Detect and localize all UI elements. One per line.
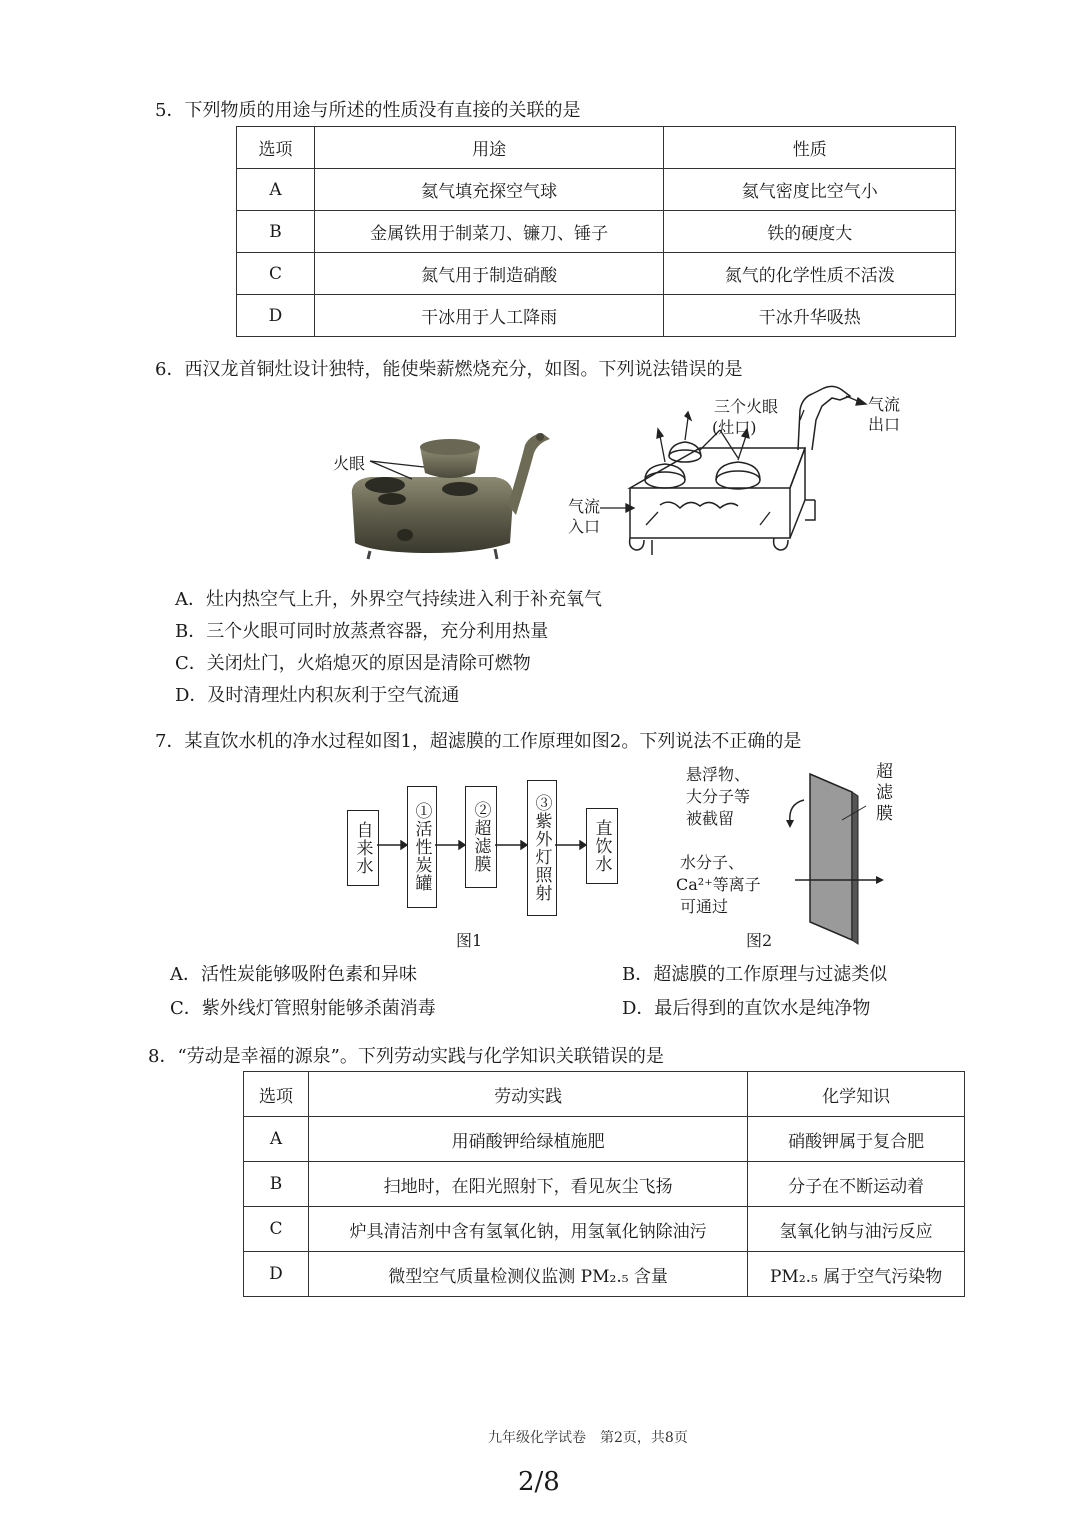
table-row <box>237 211 956 253</box>
pass-label-3: 可通过 <box>680 897 729 916</box>
table-cell: 用硝酸钾给绿植施肥 <box>308 1117 747 1162</box>
q6-stem: 6．西汉龙首铜灶设计独特，能使柴薪燃烧充分，如图。下列说法错误的是 <box>155 359 743 380</box>
table-cell: A <box>244 1117 309 1162</box>
table-row <box>237 253 956 295</box>
fire-eye-label: 火眼 <box>333 454 366 473</box>
flow-step-activated-carbon: ①活性炭罐 <box>407 786 437 908</box>
table-header: 化学知识 <box>748 1072 965 1117</box>
table-header: 选项 <box>244 1072 309 1117</box>
table-header: 劳动实践 <box>308 1072 747 1117</box>
flow-arrows <box>377 838 589 852</box>
table-cell: 干冰升华吸热 <box>664 295 956 337</box>
blocked-label-1: 悬浮物、 <box>686 765 751 784</box>
q8-table <box>243 1071 965 1297</box>
airflow-inlet-label-2: 入口 <box>568 517 601 536</box>
table-row <box>244 1117 965 1162</box>
pass-label-2: Ca²⁺等离子 <box>676 875 761 894</box>
q7-stem: 7．某直饮水机的净水过程如图1，超滤膜的工作原理如图2。下列说法不正确的是 <box>155 731 802 752</box>
table-cell: 炉具清洁剂中含有氢氧化钠，用氢氧化钠除油污 <box>308 1207 747 1252</box>
table-cell: 金属铁用于制菜刀、镰刀、锤子 <box>314 211 664 253</box>
table-cell: 硝酸钾属于复合肥 <box>748 1117 965 1162</box>
table-header: 性质 <box>664 127 956 169</box>
table-header: 用途 <box>314 127 664 169</box>
q7-option-a: A．活性炭能够吸附色素和异味 <box>170 964 417 985</box>
table-header: 选项 <box>237 127 315 169</box>
table-header-row <box>237 127 956 169</box>
table-cell: 氮气的化学性质不活泼 <box>664 253 956 295</box>
q8-stem: 8．“劳动是幸福的源泉”。下列劳动实践与化学知识关联错误的是 <box>148 1046 664 1067</box>
table-cell: 分子在不断运动着 <box>748 1162 965 1207</box>
table-cell: 氦气填充探空气球 <box>314 169 664 211</box>
blocked-label-2: 大分子等 <box>686 787 751 806</box>
fire-eye-pointer <box>360 455 440 495</box>
airflow-inlet-label-1: 气流 <box>568 497 601 516</box>
table-cell: C <box>244 1207 309 1252</box>
table-cell: B <box>244 1162 309 1207</box>
table-cell: C <box>237 253 315 295</box>
q6-option-a: A．灶内热空气上升，外界空气持续进入利于补充氧气 <box>175 589 602 610</box>
table-cell: 微型空气质量检测仪监测 PM₂.₅ 含量 <box>308 1252 747 1297</box>
q6-option-b: B．三个火眼可同时放蒸煮容器，充分利用热量 <box>175 621 549 642</box>
table-row <box>244 1162 965 1207</box>
table-cell: 氦气密度比空气小 <box>664 169 956 211</box>
pass-label-1: 水分子、 <box>680 853 745 872</box>
flow-step-tap-water: 自来水 <box>347 810 379 886</box>
table-row <box>244 1207 965 1252</box>
q7-option-d: D．最后得到的直饮水是纯净物 <box>622 998 871 1019</box>
table-cell: 氢氧化钠与油污反应 <box>748 1207 965 1252</box>
table-cell: A <box>237 169 315 211</box>
table-cell: 扫地时，在阳光照射下，看见灰尘飞扬 <box>308 1162 747 1207</box>
page-footer: 九年级化学试卷 第2页，共8页 <box>488 1430 688 1446</box>
stove-mouth-label: (灶口) <box>712 418 757 437</box>
flow-step-drinking-water: 直饮水 <box>586 808 618 884</box>
table-row <box>237 169 956 211</box>
table-cell: D <box>237 295 315 337</box>
table-row <box>244 1252 965 1297</box>
flow-step-ultrafiltration: ②超滤膜 <box>465 786 497 888</box>
table-cell: 氮气用于制造硝酸 <box>314 253 664 295</box>
airflow-outlet-label-2: 出口 <box>868 415 901 434</box>
table-cell: PM₂.₅ 属于空气污染物 <box>748 1252 965 1297</box>
q7-option-b: B．超滤膜的工作原理与过滤类似 <box>622 964 888 985</box>
table-row <box>237 295 956 337</box>
membrane-label: 超滤膜 <box>876 762 893 824</box>
q5-stem: 5．下列物质的用途与所述的性质没有直接的关联的是 <box>155 100 581 121</box>
table-cell: B <box>237 211 315 253</box>
table-cell: D <box>244 1252 309 1297</box>
flow-step-uv-lamp: ③紫外灯照射 <box>527 780 557 916</box>
q7-option-c: C．紫外线灯管照射能够杀菌消毒 <box>170 998 436 1019</box>
q6-option-c: C．关闭灶门，火焰熄灭的原因是清除可燃物 <box>175 653 531 674</box>
figure-2-caption: 图2 <box>746 931 773 950</box>
page-number: 2/8 <box>518 1467 560 1497</box>
q5-table <box>236 126 956 337</box>
table-cell: 干冰用于人工降雨 <box>314 295 664 337</box>
table-cell: 铁的硬度大 <box>664 211 956 253</box>
three-fire-eyes-label: 三个火眼 <box>714 397 779 416</box>
blocked-label-3: 被截留 <box>686 809 735 828</box>
airflow-outlet-label-1: 气流 <box>868 395 901 414</box>
figure-1-caption: 图1 <box>456 931 483 950</box>
table-header-row <box>244 1072 965 1117</box>
q6-option-d: D．及时清理灶内积灰利于空气流通 <box>175 685 460 706</box>
